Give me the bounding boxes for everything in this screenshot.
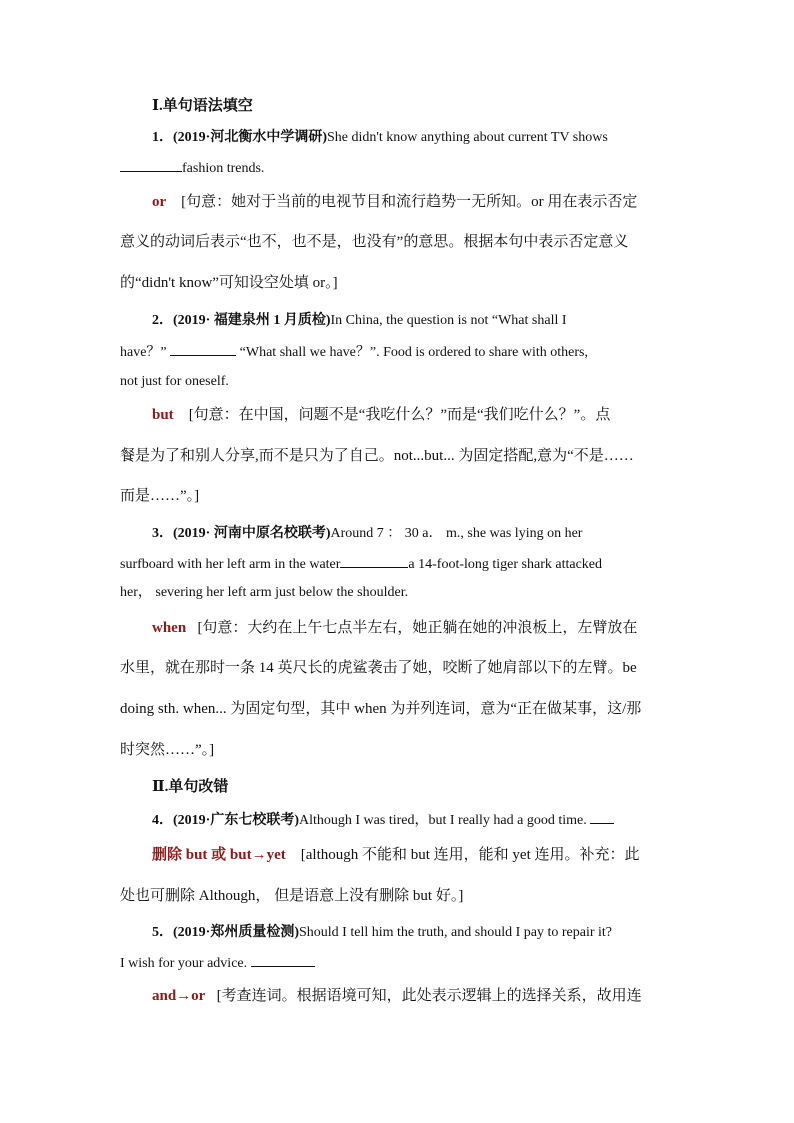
answer-1-line-2: 意义的动词后表示“也不，也不是，也没有”的意思。根据本句中表示否定意义: [120, 234, 629, 250]
explanation-text: [句意：在中国，问题不是“我吃什么？”而是“我们吃什么？”。点: [188, 407, 611, 423]
question-1-line-2: [120, 159, 676, 178]
answer-4-line-2: 处也可删除 Although， 但是语意上没有删除 but 好。]: [120, 888, 464, 904]
question-number: 5．: [152, 925, 173, 940]
question-number: 1．: [152, 130, 173, 145]
question-text: Although I was tired，but I really had a good time.: [299, 813, 587, 828]
question-4-line-1: [152, 811, 676, 830]
answer-blank: [251, 954, 315, 967]
question-source: (2019·广东七校联考): [173, 813, 299, 828]
answer-3-line-3: doing sth. when... 为固定句型，其中 when 为并列连词，意为“正在做某事，这/那: [120, 701, 642, 717]
question-5-line-1: [152, 924, 676, 942]
explanation-text: [句意：她对于当前的电视节目和流行趋势一无所知。or 用在表示否定: [181, 194, 638, 210]
question-2-line-2: [120, 343, 676, 362]
question-3-line-3: her， severing her left arm just below the shoulder.: [120, 585, 409, 600]
answer-blank: [590, 811, 614, 824]
question-text: surfboard with her left arm in the water: [120, 557, 341, 572]
question-2-line-3: not just for oneself.: [120, 374, 229, 389]
answer-blank: [340, 555, 408, 568]
answer-1-line-1: [152, 193, 676, 211]
section-heading-grammar-fill: Ⅰ.单句语法填空: [152, 98, 253, 114]
explanation-text: [although 不能和 but 连用，能和 yet 连用。补充：此: [300, 847, 640, 863]
question-text: I wish for your advice.: [120, 956, 248, 971]
answer-2-line-1: [152, 406, 676, 424]
answer-2-line-2: 餐是为了和别人分享,而不是只为了自己。not...but... 为固定搭配,意为“不是……: [120, 448, 634, 464]
question-3-line-1: [152, 525, 676, 543]
explanation-text: [考查连词。根据语境可知，此处表示逻辑上的选择关系，故用连: [216, 988, 642, 1004]
answer-blank: [120, 159, 182, 172]
answer-1-line-3: 的“didn't know”可知设空处填 or。]: [120, 275, 338, 291]
section-heading-error-correction: Ⅱ.单句改错: [152, 779, 229, 795]
answer-2-line-3: 而是……”。]: [120, 488, 200, 504]
question-text: fashion trends.: [182, 161, 265, 176]
answer-4-line-1: [152, 846, 676, 864]
question-3-line-2: [120, 555, 676, 574]
question-text: Should I tell him the truth, and should I pay to repair it?: [299, 925, 612, 940]
question-text: Around 7 ： 30 a． m., she was lying on her: [330, 526, 583, 541]
answer-label: and→or: [152, 988, 206, 1004]
question-number: 4．: [152, 813, 173, 828]
question-source: (2019· 河南中原名校联考): [173, 526, 331, 541]
question-source: (2019·郑州质量检测): [173, 925, 299, 940]
answer-3-line-4: 时突然……”。]: [120, 742, 215, 758]
answer-blank: [170, 343, 236, 356]
answer-3-line-2: 水里，就在那时一条 14 英尺长的虎鲨袭击了她，咬断了她肩部以下的左臂。be: [120, 660, 637, 676]
question-text: “What shall we have？”. Food is ordered to share with others,: [239, 345, 589, 360]
question-number: 2．: [152, 313, 173, 328]
answer-label: 删除 but 或 but→yet: [152, 847, 286, 863]
question-source: (2019· 福建泉州 1 月质检): [173, 313, 331, 328]
explanation-text: [句意：大约在上午七点半左右，她正躺在她的冲浪板上，左臂放在: [197, 620, 638, 636]
question-source: (2019·河北衡水中学调研): [173, 130, 327, 145]
question-number: 3．: [152, 526, 173, 541]
question-text: a 14-foot-long tiger shark attacked: [408, 557, 603, 572]
question-text: have？”: [120, 345, 167, 360]
question-1-line-1: [152, 129, 676, 147]
answer-label: or: [152, 194, 167, 210]
answer-label: but: [152, 407, 174, 423]
question-text: She didn't know anything about current TV shows: [327, 130, 608, 145]
answer-5-line-1: [152, 987, 676, 1005]
question-2-line-1: [152, 312, 676, 330]
answer-3-line-1: [152, 619, 676, 637]
question-text: In China, the question is not “What shall I: [330, 313, 567, 328]
answer-label: when: [152, 620, 187, 636]
question-5-line-2: [120, 954, 676, 973]
